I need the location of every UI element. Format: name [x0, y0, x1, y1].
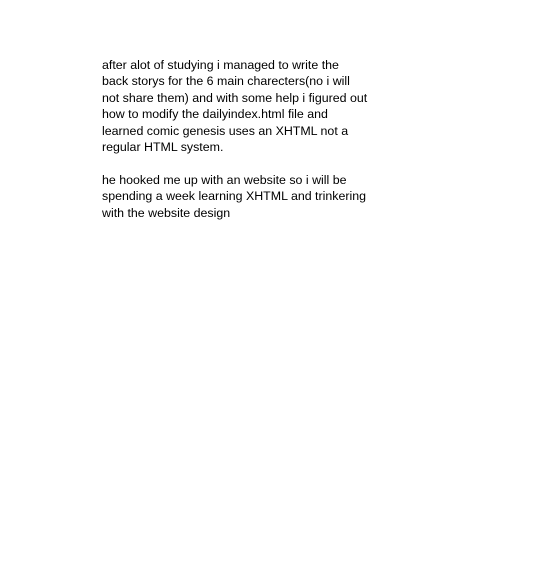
- post-body: [102, 57, 392, 221]
- text-line: not share them) and with some help i figured out: [102, 90, 368, 105]
- text-line: with the website design: [102, 205, 231, 220]
- text-line: regular HTML system.: [102, 140, 224, 155]
- text-line: learned comic genesis uses an XHTML not a: [102, 123, 349, 138]
- text-line: he hooked me up with an website so i will be: [102, 172, 347, 187]
- paragraph: [102, 57, 392, 155]
- paragraph-spacer: [102, 155, 392, 171]
- text-line: after alot of studying i managed to write the: [102, 58, 339, 72]
- text-line: back storys for the 6 main charecters(no i will: [102, 74, 350, 89]
- text-line: how to modify the dailyindex.html file and: [102, 107, 328, 122]
- text-line: spending a week learning XHTML and trinkering: [102, 189, 367, 204]
- paragraph: [102, 172, 392, 221]
